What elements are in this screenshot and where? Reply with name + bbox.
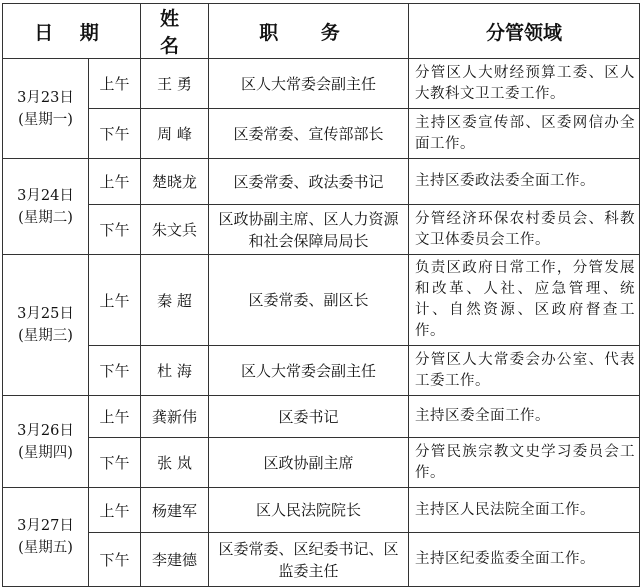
duty-cell: 分管区人大财经预算工委、区人大教科文卫工委工作。 (409, 59, 640, 109)
duty-cell: 负责区政府日常工作，分管发展和改革、人社、应急管理、统计、自然资源、区政府督查工作。 (409, 255, 640, 346)
position-cell: 区委书记 (209, 396, 409, 438)
duty-cell: 主持区委全面工作。 (409, 396, 640, 438)
period-cell: 上午 (89, 396, 141, 438)
table-row (3, 346, 640, 396)
period-cell: 下午 (89, 109, 141, 159)
name-cell: 王 勇 (141, 59, 209, 109)
date-cell (3, 488, 89, 587)
duty-cell: 分管区人大常委会办公室、代表工委工作。 (409, 346, 640, 396)
date-cell (3, 159, 89, 255)
duty-cell: 主持区纪委监委全面工作。 (409, 533, 640, 587)
position-cell: 区政协副主席 (209, 438, 409, 488)
duty-cell: 分管民族宗教文史学习委员会工作。 (409, 438, 640, 488)
duty-cell: 主持区委政法委全面工作。 (409, 159, 640, 205)
position-cell: 区委常委、政法委书记 (209, 159, 409, 205)
period-cell: 下午 (89, 533, 141, 587)
position-cell: 区人大常委会副主任 (209, 59, 409, 109)
header-name: 姓 名 (141, 4, 209, 59)
name-cell: 周 峰 (141, 109, 209, 159)
period-cell: 下午 (89, 346, 141, 396)
name-cell: 楚晓龙 (141, 159, 209, 205)
name-cell: 杜 海 (141, 346, 209, 396)
position-cell: 区人大常委会副主任 (209, 346, 409, 396)
table-row (3, 159, 640, 205)
weekday-label: (星期三) (18, 328, 73, 344)
date-cell (3, 396, 89, 488)
period-cell: 下午 (89, 205, 141, 255)
position-cell: 区委常委、宣传部部长 (209, 109, 409, 159)
name-cell: 秦 超 (141, 255, 209, 346)
period-cell: 上午 (89, 255, 141, 346)
name-cell: 杨建军 (141, 488, 209, 533)
name-cell: 龚新伟 (141, 396, 209, 438)
header-date: 日 期 (3, 4, 141, 59)
position-cell: 区人民法院院长 (209, 488, 409, 533)
date-label: 3月23日 (17, 89, 74, 106)
table-row (3, 488, 640, 533)
period-cell: 上午 (89, 159, 141, 205)
name-cell: 李建德 (141, 533, 209, 587)
name-cell: 朱文兵 (141, 205, 209, 255)
table-row (3, 109, 640, 159)
date-cell (3, 255, 89, 396)
date-label: 3月25日 (17, 306, 74, 322)
header-duty: 分管领域 (409, 4, 640, 59)
duty-cell: 主持区委宣传部、区委网信办全面工作。 (409, 109, 640, 159)
duty-cell: 主持区人民法院全面工作。 (409, 488, 640, 533)
table-row (3, 59, 640, 109)
position-cell: 区委常委、区纪委书记、区监委主任 (209, 533, 409, 587)
name-cell: 张 岚 (141, 438, 209, 488)
header-row (3, 4, 640, 59)
schedule-table (2, 3, 640, 587)
table-row (3, 396, 640, 438)
duty-cell: 分管经济环保农村委员会、科教文卫体委员会工作。 (409, 205, 640, 255)
period-cell: 上午 (89, 488, 141, 533)
weekday-label: (星期一) (18, 111, 73, 128)
position-cell: 区政协副主席、区人力资源和社会保障局局长 (209, 205, 409, 255)
table-row (3, 533, 640, 587)
header-position: 职 务 (209, 4, 409, 59)
period-cell: 下午 (89, 438, 141, 488)
weekday-label: (星期四) (18, 444, 73, 461)
weekday-label: (星期五) (18, 540, 73, 556)
date-cell (3, 59, 89, 159)
period-cell: 上午 (89, 59, 141, 109)
date-label: 3月26日 (17, 422, 74, 439)
position-cell: 区委常委、副区长 (209, 255, 409, 346)
table-row (3, 438, 640, 488)
table-row (3, 255, 640, 346)
weekday-label: (星期二) (18, 209, 73, 226)
date-label: 3月27日 (17, 518, 74, 534)
date-label: 3月24日 (17, 187, 74, 204)
table-row (3, 205, 640, 255)
